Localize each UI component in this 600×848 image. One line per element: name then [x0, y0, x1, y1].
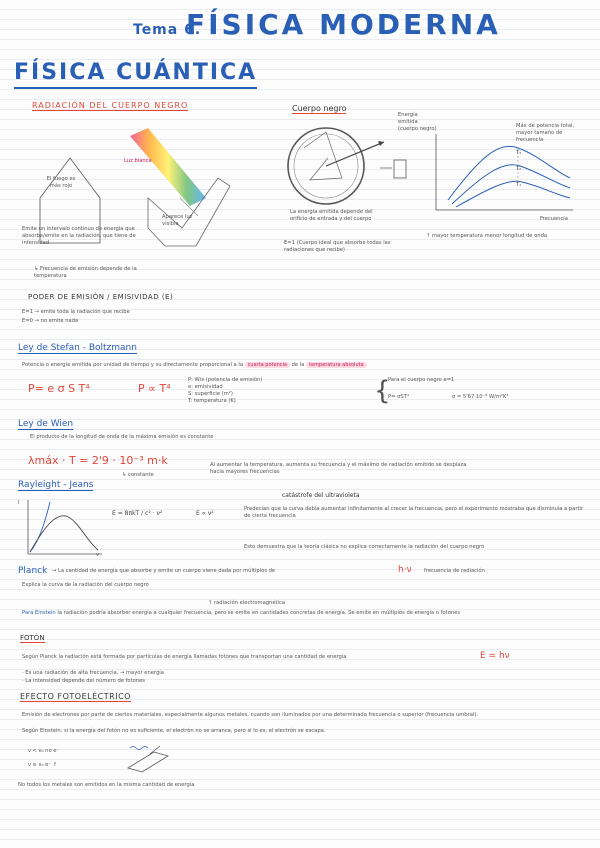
poder-heading: PODER DE EMISIÓN / EMISIVIDAD (E): [28, 293, 174, 301]
wien-desc: El producto de la longitud de onda de la máxima emisión es constante: [30, 434, 214, 440]
wien-note: Al aumentar la temperatura, aumenta su frecuencia y el máximo de radiación emitido se desplaza hacia mayores frecuencias: [210, 462, 467, 475]
detector-box: [394, 160, 406, 178]
catastrofe-text: Predecían que la curva debía aumentar infinitamente al crecer la frecuencia, pero el experimento mostraba que disminuía a partir de cierta frecuencia: [244, 506, 584, 519]
stefan-sigma: σ = 5'67·10⁻⁸ W/m²K⁴: [452, 394, 509, 400]
fotoelectrico-desc: Emisión de electrones por parte de ciertos materiales, especialmente algunos metales, cuando son iluminados por una determinada frecuencia o superior (frecuencia umbral).: [22, 712, 479, 718]
cuerpo-negro-diagram: [284, 118, 424, 218]
curve-t2: [452, 165, 570, 204]
stefan-var: e: emisividad: [188, 384, 223, 390]
stefan-highlight-2: temperatura absoluta: [306, 362, 367, 368]
t3-label: T₃: [516, 150, 522, 156]
max-label: Máx de potencia total, mayor tamaño de frecuencia: [516, 123, 575, 143]
t1-label: T₁: [516, 182, 522, 188]
stefan-formula-1: P= e σ S T⁴: [28, 382, 90, 395]
cuerpo-note: La energía emitida depende del orificio de entrada y del cuerpo: [290, 209, 373, 222]
cuerpo-negro-title: Cuerpo negro: [292, 104, 347, 113]
radiacion-desc: Emite un intervalo continuo de energía que absorbe/emite en la radiación, que tiene de intensidad: [22, 226, 136, 246]
catastrofe-title: catástrofe del ultravioleta: [282, 492, 360, 499]
planck-osc: ↑ radiación electromagnética: [208, 600, 286, 606]
stefan-cuerpo-negro: Para el cuerpo negro e=1: [388, 377, 455, 383]
aparece-label: Aparece luz visible: [162, 214, 193, 227]
planck-name: Planck: [18, 566, 48, 576]
foton-formula: E = hν: [480, 651, 510, 661]
frecuencia-axis-label: Frecuencia: [540, 216, 568, 222]
house-prism-diagram: [30, 128, 240, 278]
rayleigh-formula: E = 8πkT / c² · ν²: [112, 510, 163, 517]
stefan-desc-start: Potencia o energía emitida por unidad de tiempo y su directamente proporcional a la: [22, 362, 243, 368]
wien-heading: Ley de Wien: [18, 419, 74, 429]
rainbow-beam: [130, 128, 206, 206]
stefan-var: S: superficie (m²): [188, 391, 233, 397]
tema-label: Tema 6.: [133, 22, 202, 38]
energia-label: Energía emitida (cuerpo negro): [398, 112, 437, 132]
cuerpo-note-2: E=1 (Cuerpo ideal que absorbe todas las radiaciones que recibe): [284, 240, 391, 253]
stefan-var: T: temperatura (K): [188, 398, 236, 404]
einstein-desc: la radiación podría absorber energía a cualquier frecuencia, pero se emite en cantidades concretas de energía. Se emite en múltiplos de energía o fotones: [57, 610, 461, 616]
wien-formula: λmáx · T = 2'9 · 10⁻³ m·k: [28, 454, 168, 467]
einstein-name: Para Einstein: [22, 610, 56, 616]
luz-blanca-label: Luz blanca: [124, 158, 152, 164]
stefan-desc-mid: de la: [291, 362, 305, 368]
poder-line-1: E=1 → emite toda la radiación que recibe: [22, 309, 130, 315]
case-2: ν ≥ ν₀ e⁻ ↑: [28, 762, 58, 768]
rayleigh-chart: [22, 496, 104, 560]
fotoelectrico-desc-2: Según Einstein, si la energía del fotón no es suficiente, el electrón no se arranca, pero si lo es, el electrón se escapa.: [22, 728, 326, 734]
rayleigh-axis-x: ν: [96, 552, 99, 558]
metal-plate-diagram: [124, 744, 174, 774]
metal-plate: [128, 752, 168, 772]
stefan-var: P: W/s (potencia de emisión): [188, 377, 263, 383]
stefan-brace: {: [374, 376, 391, 406]
stefan-vars: [188, 377, 262, 405]
spectrum-chart: [428, 130, 578, 220]
page-title: FÍSICA MODERNA: [186, 8, 501, 41]
planck-frecuencia: frecuencia de radiación: [424, 568, 485, 574]
frecuencia-note: ↳ Frecuencia de emisión depende de la temperatura: [34, 266, 137, 279]
house-label: El fuego es más rojo: [46, 176, 76, 189]
t2-label: T₂: [516, 166, 522, 172]
classical-curve: [30, 502, 50, 552]
stefan-highlight-1: cuarta potencia: [245, 362, 290, 368]
rayleigh-axis-y: I: [18, 500, 20, 506]
wien-constante: ↳ constante: [122, 472, 154, 478]
radiacion-heading: RADIACIÓN DEL CUERPO NEGRO: [32, 101, 189, 110]
curve-note: ↑ mayor temperatura menor longitud de onda: [426, 233, 548, 239]
catastrofe-note: Esto demuestra que la teoría clásica no explica correctamente la radiación del cuerpo negro: [244, 544, 485, 550]
poder-line-2: E=0 → no emite nada: [22, 318, 79, 324]
case-1: ν < ν₀ no e⁻: [28, 748, 60, 754]
section-title: FÍSICA CUÁNTICA: [14, 60, 257, 89]
stefan-heading: Ley de Stefan - Boltzmann: [18, 343, 137, 353]
planck-desc-2: Explica la curva de la radiación del cuerpo negro: [22, 582, 149, 588]
fotoelectrico-footer: No todos los metales son emitidos en la misma cantidad de energía: [18, 782, 195, 788]
foton-line-1: · Es una radiación de alta frecuencia, → mayor energía: [22, 670, 164, 676]
planck-desc: → La cantidad de energía que absorbe y emite un cuerpo viene dada por múltiplos de: [52, 568, 276, 574]
einstein-line: [22, 610, 582, 617]
foton-heading: FOTÓN: [20, 634, 45, 642]
stefan-formula-2: P ∝ T⁴: [138, 382, 171, 395]
foton-line-2: · La intensidad depende del número de fotones: [22, 678, 145, 684]
foton-desc: Según Planck la radiación está formada por partículas de energía llamadas fotones que transportan una cantidad de energía: [22, 654, 347, 660]
ray-path: [304, 132, 342, 180]
fotoelectrico-heading: EFECTO FOTOELÉCTRICO: [20, 692, 131, 701]
rayleigh-prop: E ∝ ν²: [196, 510, 214, 517]
planck-hv: h·ν: [398, 565, 412, 575]
rayleigh-heading: Rayleight - Jeans: [18, 480, 94, 490]
stefan-formula-3: P= σST⁴: [388, 394, 409, 400]
stefan-desc: [22, 362, 592, 369]
